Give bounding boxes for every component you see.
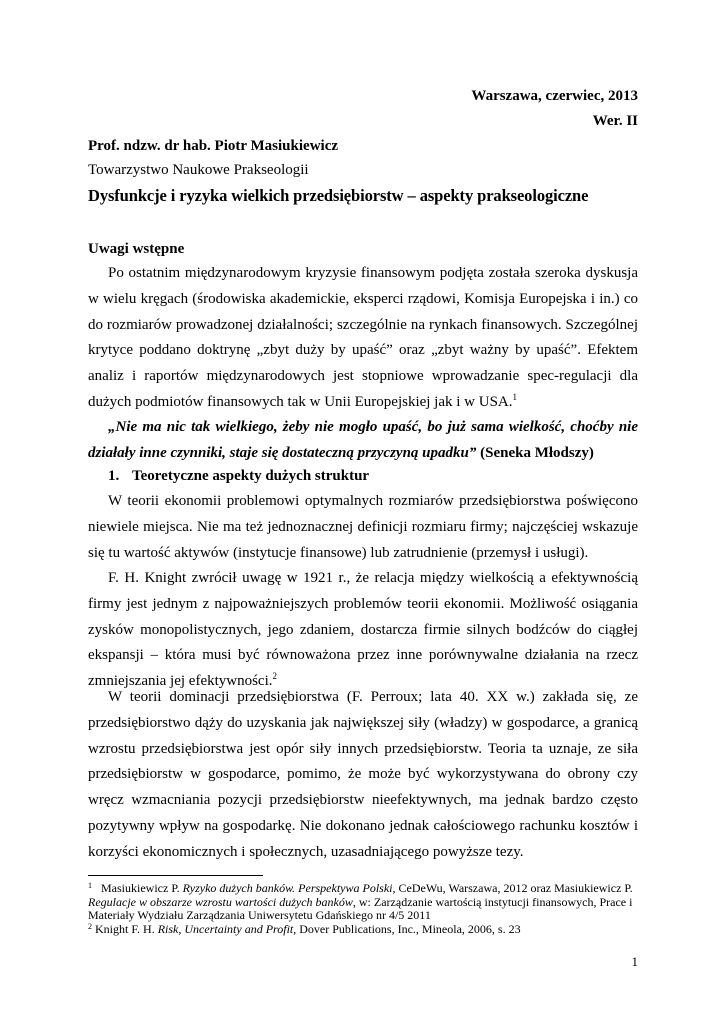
section-1-paragraph-1: W teorii ekonomii problemowi optymalnych rozmiarów przedsiębiorstwa poświęcono niewiele miejsca. Nie ma też jednoznacznej definicji rozmiaru firmy; najczęściej wskazuje się tu wartość aktywów (instytucje finansowe) lub zatrudnienie (przemysł i usługi).	[88, 493, 638, 561]
footnote-2	[88, 923, 638, 937]
footnote-1-publisher: CeDeWu, Warszawa, 2012 oraz Masiukiewicz P.	[395, 881, 633, 895]
section-title: Teoretyczne aspekty dużych struktur	[132, 468, 370, 484]
footnote-1-source: , w: Zarządzanie wartością instytucji finansowych, Prace i Materiały Wydziału Zarządzania Uniwersytetu Gdańskiego nr 4/5 2011	[88, 894, 633, 922]
intro-paragraph	[88, 261, 638, 416]
footnote-1-article-title: Regulacje w obszarze wzrostu wartości dużych banków	[88, 894, 353, 909]
author-name: Prof. ndzw. dr hab. Piotr Masiukiewicz	[88, 138, 339, 154]
footnote-1-book-title: Ryzyko dużych banków. Perspektywa Polski,	[182, 881, 396, 895]
quote-text: „Nie ma nic tak wielkiego, żeby nie mogło upaść, bo już sama wielkość, choćby nie działały inne czynniki, staje się dostateczną przyczyną upadku”	[88, 419, 638, 461]
page-number: 1	[631, 954, 638, 969]
footnote-2-publisher: Dover Publications, Inc., Mineola, 2006, s. 23	[296, 922, 521, 936]
footnote-2-author: Knight F. H.	[92, 922, 158, 936]
section-1-paragraph-3: W teorii dominacji przedsiębiorstwa (F. Perroux; lata 40. XX w.) zakłada się, ze przedsiębiorstwo dąży do uzyskania jak największej siły (władzy) w gospodarce, a granicą wzrostu przedsiębiorstwa jest opór siły innych przedsiębiorstw. Teoria ta uznaje, ze siła przedsiębiorstw w gospodarce, pomimo, że może być wykorzystywana do obrony czy wręcz wzmacniania pozycji przedsiębiorstw nieefektywnych, ma jednak bardzo często pozytywny wpływ na gospodarkę. Nie dokonano jednak całościowego rachunku kosztów i korzyści ekonomicznych i społecznych, uzasadniającego powyższe tezy.	[88, 689, 638, 860]
place-date: Warszawa, czerwiec, 2013	[471, 88, 638, 104]
footnote-1	[88, 882, 638, 923]
footnote-ref-2: 2	[272, 671, 278, 682]
seneca-quote	[88, 415, 638, 467]
version-label: Wer. II	[592, 113, 638, 129]
footnote-1-number: 1	[88, 881, 92, 890]
document-title: Dysfunkcje i ryzyka wielkich przedsiębiorstw – aspekty prakseologiczne	[88, 186, 589, 205]
intro-heading: Uwagi wstępne	[88, 241, 185, 257]
footnote-separator	[88, 875, 263, 876]
section-1-heading	[108, 468, 369, 485]
footnote-2-number: 2	[88, 922, 92, 931]
intro-paragraph-text: Po ostatnim międzynarodowym kryzysie finansowym podjęta została szeroka dyskusja w wielu kręgach (środowiska akademickie, eksperci rządowi, Komisja Europejska i in.) co do rozmiarów prowadzonej działalności; szczególnie na rynkach finansowych. Szczególnej krytyce poddano doktrynę „zbyt duży by upaść” oraz „zbyt ważny by upaść”. Efektem analiz i raportów międzynarodowych jest stopniowe wprowadzanie spec-regulacji dla dużych podmiotów finansowych tak w Unii Europejskiej jak i w USA.	[88, 265, 638, 410]
paragraph-2-text: F. H. Knight zwrócił uwagę w 1921 r., że relacja między wielkością a efektywnością firmy jest jednym z najpoważniejszych problemów teorii ekonomii. Możliwość osiągania zysków monopolistycznych, jego zdaniem, dostarcza firmie silnych bodźców do ciągłej ekspansji – która musi być równoważona przez inne porównywalne działania na rzecz zmniejszania jej efektywności.	[88, 570, 638, 690]
quote-source: (Seneka Młodszy)	[480, 444, 594, 461]
footnote-1-author: Masiukiewicz P.	[101, 881, 183, 895]
footnote-2-book-title: Risk, Uncertainty and Profit,	[157, 922, 297, 936]
footnote-ref-1: 1	[512, 391, 518, 402]
section-1-paragraph-2	[88, 566, 638, 695]
organization-name: Towarzystwo Naukowe Prakseologii	[88, 162, 309, 178]
section-number: 1.	[108, 468, 120, 484]
